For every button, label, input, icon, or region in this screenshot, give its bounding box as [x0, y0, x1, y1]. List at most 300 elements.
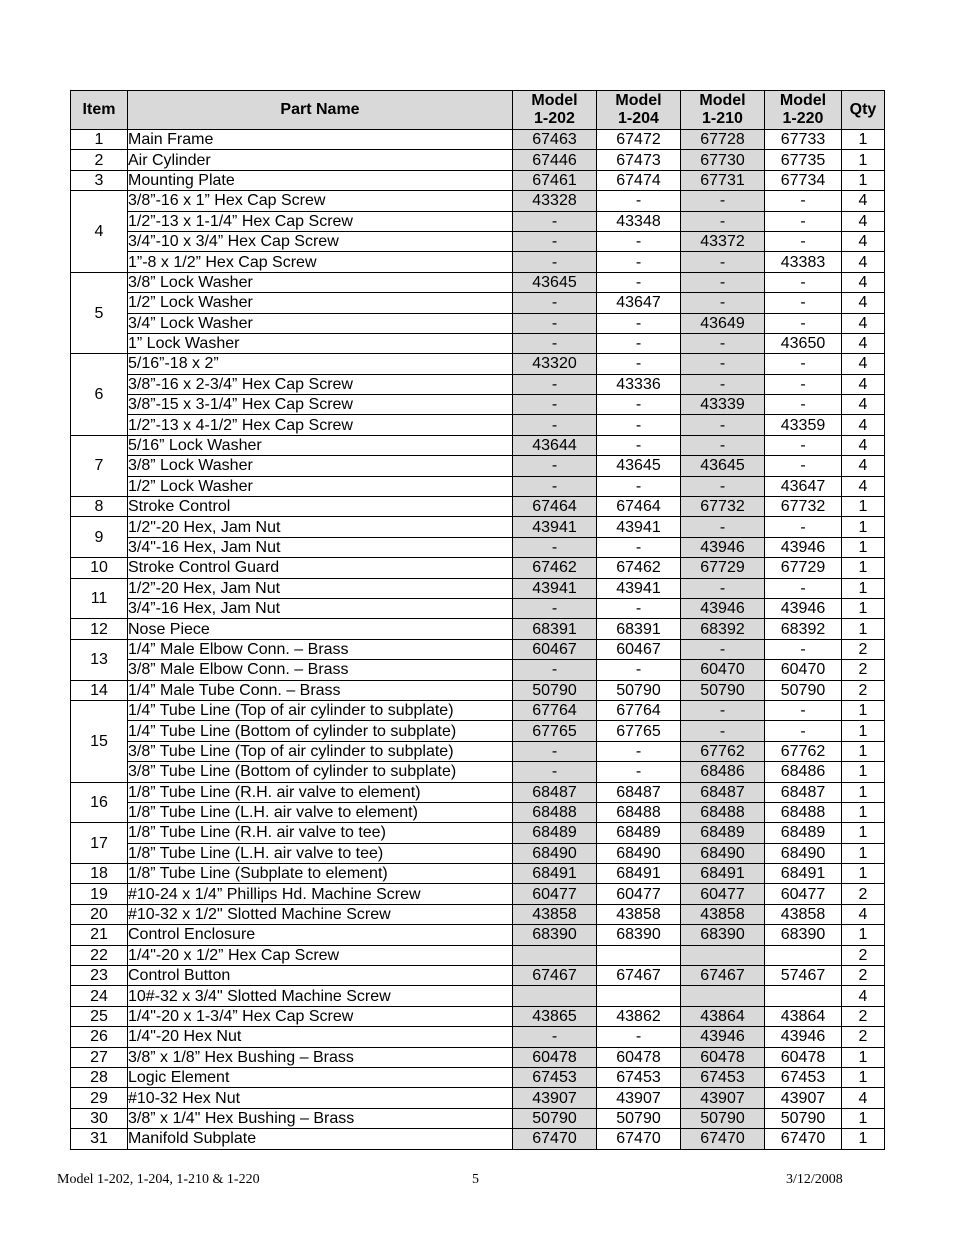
header-part-name: Part Name	[128, 91, 513, 130]
part-number-model-4: 43946	[765, 1027, 842, 1047]
part-number-model-4: 50790	[765, 1108, 842, 1128]
part-number-model-1	[513, 986, 597, 1006]
quantity: 1	[842, 925, 885, 945]
item-number: 13	[71, 639, 128, 680]
part-name: 1/4” Tube Line (Bottom of cylinder to subplate)	[128, 721, 513, 741]
part-number-model-2: 68390	[597, 925, 681, 945]
table-row	[71, 293, 885, 313]
part-name: 3/4"-16 Hex, Jam Nut	[128, 537, 513, 557]
table-row	[71, 252, 885, 272]
table-row	[71, 130, 885, 150]
part-name: 3/8” x 1/8” Hex Bushing – Brass	[128, 1047, 513, 1067]
item-number: 23	[71, 966, 128, 986]
part-name: 1/4"-20 x 1/2” Hex Cap Screw	[128, 945, 513, 965]
part-number-model-1: 68390	[513, 925, 597, 945]
item-number: 31	[71, 1129, 128, 1149]
quantity: 1	[842, 537, 885, 557]
table-row	[71, 1108, 885, 1128]
header-item: Item	[71, 91, 128, 130]
quantity: 4	[842, 354, 885, 374]
part-number-model-2: 67462	[597, 558, 681, 578]
part-number-model-4: 50790	[765, 680, 842, 700]
part-number-model-2: 67464	[597, 497, 681, 517]
part-name: 3/8” Lock Washer	[128, 272, 513, 292]
part-number-model-1: -	[513, 313, 597, 333]
part-number-model-2: -	[597, 598, 681, 618]
item-number: 19	[71, 884, 128, 904]
part-name: 1/4” Tube Line (Top of air cylinder to subplate)	[128, 700, 513, 720]
part-name: Main Frame	[128, 130, 513, 150]
part-number-model-4: 43864	[765, 1006, 842, 1026]
table-row	[71, 762, 885, 782]
part-number-model-1: -	[513, 374, 597, 394]
part-number-model-4: -	[765, 721, 842, 741]
quantity: 2	[842, 680, 885, 700]
part-number-model-2: -	[597, 537, 681, 557]
part-number-model-4: -	[765, 517, 842, 537]
quantity: 4	[842, 191, 885, 211]
table-row	[71, 619, 885, 639]
part-number-model-1: 43328	[513, 191, 597, 211]
part-number-model-3: 67731	[681, 170, 765, 190]
part-number-model-3: -	[681, 639, 765, 659]
quantity: 1	[842, 1108, 885, 1128]
part-number-model-2: 68490	[597, 843, 681, 863]
part-number-model-4: -	[765, 374, 842, 394]
part-number-model-3: 60470	[681, 660, 765, 680]
part-number-model-3: 67730	[681, 150, 765, 170]
item-number: 16	[71, 782, 128, 823]
part-number-model-3	[681, 986, 765, 1006]
part-number-model-3: 43864	[681, 1006, 765, 1026]
quantity: 4	[842, 374, 885, 394]
part-number-model-3: 67729	[681, 558, 765, 578]
part-name: Manifold Subplate	[128, 1129, 513, 1149]
part-number-model-4: 43858	[765, 904, 842, 924]
part-number-model-2: -	[597, 1027, 681, 1047]
part-number-model-4: 68487	[765, 782, 842, 802]
part-number-model-4: 67729	[765, 558, 842, 578]
part-number-model-4: -	[765, 293, 842, 313]
part-number-model-1: 68491	[513, 864, 597, 884]
part-name: 1/2” Lock Washer	[128, 476, 513, 496]
item-number: 11	[71, 578, 128, 619]
quantity: 2	[842, 639, 885, 659]
quantity: 2	[842, 660, 885, 680]
part-number-model-2: 67453	[597, 1067, 681, 1087]
part-number-model-3: -	[681, 415, 765, 435]
part-number-model-3: -	[681, 721, 765, 741]
table-row	[71, 150, 885, 170]
part-name: 1/2"-20 Hex, Jam Nut	[128, 517, 513, 537]
part-number-model-1: 60478	[513, 1047, 597, 1067]
part-number-model-4: -	[765, 211, 842, 231]
part-number-model-3: 43372	[681, 231, 765, 251]
part-number-model-4: 67735	[765, 150, 842, 170]
part-number-model-3: -	[681, 476, 765, 496]
part-name: 3/8” x 1/4" Hex Bushing – Brass	[128, 1108, 513, 1128]
item-number: 14	[71, 680, 128, 700]
part-number-model-1: -	[513, 537, 597, 557]
part-number-model-4: 67734	[765, 170, 842, 190]
part-number-model-4: 68488	[765, 802, 842, 822]
item-number: 6	[71, 354, 128, 436]
part-number-model-4: 43907	[765, 1088, 842, 1108]
part-name: 1/4"-20 Hex Nut	[128, 1027, 513, 1047]
part-number-model-3: 67762	[681, 741, 765, 761]
part-name: 1” Lock Washer	[128, 333, 513, 353]
table-row	[71, 558, 885, 578]
part-number-model-4: -	[765, 191, 842, 211]
part-name: 3/8” Lock Washer	[128, 456, 513, 476]
quantity: 4	[842, 986, 885, 1006]
part-name: 3/8”-16 x 2-3/4” Hex Cap Screw	[128, 374, 513, 394]
part-number-model-1: -	[513, 741, 597, 761]
part-number-model-1: 43941	[513, 517, 597, 537]
part-name: Mounting Plate	[128, 170, 513, 190]
part-name: 1/8” Tube Line (Subplate to element)	[128, 864, 513, 884]
quantity: 1	[842, 700, 885, 720]
part-number-model-1: -	[513, 333, 597, 353]
part-number-model-3: 43946	[681, 598, 765, 618]
part-number-model-3: 68490	[681, 843, 765, 863]
table-row	[71, 517, 885, 537]
part-number-model-2: 43348	[597, 211, 681, 231]
part-number-model-4	[765, 945, 842, 965]
part-number-model-3: 43649	[681, 313, 765, 333]
part-number-model-3: 68488	[681, 802, 765, 822]
part-name: 1/4"-20 x 1-3/4” Hex Cap Screw	[128, 1006, 513, 1026]
quantity: 4	[842, 395, 885, 415]
part-number-model-3: 43858	[681, 904, 765, 924]
part-number-model-1: 67462	[513, 558, 597, 578]
part-number-model-2: 67467	[597, 966, 681, 986]
part-number-model-2: 67473	[597, 150, 681, 170]
part-number-model-3	[681, 945, 765, 965]
header-model-4: Model 1-220	[765, 91, 842, 130]
part-name: 5/16” Lock Washer	[128, 435, 513, 455]
table-row	[71, 231, 885, 251]
part-number-model-4: 68491	[765, 864, 842, 884]
part-name: Stroke Control	[128, 497, 513, 517]
table-row	[71, 904, 885, 924]
table-row	[71, 191, 885, 211]
part-name: #10-32 Hex Nut	[128, 1088, 513, 1108]
part-name: Stroke Control Guard	[128, 558, 513, 578]
table-row	[71, 1088, 885, 1108]
part-name: 1/2”-20 Hex, Jam Nut	[128, 578, 513, 598]
part-name: 3/4”-16 Hex, Jam Nut	[128, 598, 513, 618]
parts-list-sheet	[70, 90, 885, 1150]
part-number-model-3: 60477	[681, 884, 765, 904]
quantity: 4	[842, 476, 885, 496]
part-number-model-2: -	[597, 415, 681, 435]
part-number-model-1: -	[513, 456, 597, 476]
part-number-model-4: -	[765, 456, 842, 476]
part-number-model-3: -	[681, 354, 765, 374]
table-row	[71, 537, 885, 557]
part-number-model-1: -	[513, 598, 597, 618]
part-number-model-3: -	[681, 293, 765, 313]
part-number-model-3: -	[681, 700, 765, 720]
part-name: 3/8” Tube Line (Top of air cylinder to subplate)	[128, 741, 513, 761]
item-number: 1	[71, 130, 128, 150]
part-number-model-1: -	[513, 231, 597, 251]
quantity: 1	[842, 170, 885, 190]
part-number-model-3: -	[681, 435, 765, 455]
part-number-model-2: 43941	[597, 517, 681, 537]
part-number-model-2: 67764	[597, 700, 681, 720]
part-name: Logic Element	[128, 1067, 513, 1087]
header-qty: Qty	[842, 91, 885, 130]
part-number-model-1: 67463	[513, 130, 597, 150]
table-row	[71, 1129, 885, 1149]
part-number-model-2: -	[597, 191, 681, 211]
part-name: 1/2”-13 x 4-1/2” Hex Cap Screw	[128, 415, 513, 435]
part-number-model-3: -	[681, 191, 765, 211]
table-row	[71, 395, 885, 415]
part-number-model-3: 68487	[681, 782, 765, 802]
part-number-model-4: 68486	[765, 762, 842, 782]
part-number-model-3: -	[681, 578, 765, 598]
part-number-model-1: 67765	[513, 721, 597, 741]
table-row	[71, 680, 885, 700]
part-number-model-4: 60470	[765, 660, 842, 680]
part-number-model-1: 68487	[513, 782, 597, 802]
header-model-3: Model 1-210	[681, 91, 765, 130]
part-name: 1/8” Tube Line (L.H. air valve to element)	[128, 802, 513, 822]
part-number-model-3: 67732	[681, 497, 765, 517]
quantity: 1	[842, 823, 885, 843]
part-number-model-2: 60477	[597, 884, 681, 904]
part-number-model-3: 67728	[681, 130, 765, 150]
quantity: 4	[842, 272, 885, 292]
part-number-model-1: 43907	[513, 1088, 597, 1108]
part-number-model-3: 67467	[681, 966, 765, 986]
quantity: 1	[842, 598, 885, 618]
part-number-model-2: 43862	[597, 1006, 681, 1026]
table-row	[71, 435, 885, 455]
part-name: 3/8” Male Elbow Conn. – Brass	[128, 660, 513, 680]
part-name: #10-24 x 1/4” Phillips Hd. Machine Screw	[128, 884, 513, 904]
part-name: 1/4” Male Tube Conn. – Brass	[128, 680, 513, 700]
part-number-model-1: 67470	[513, 1129, 597, 1149]
quantity: 1	[842, 1067, 885, 1087]
quantity: 4	[842, 456, 885, 476]
part-number-model-1: -	[513, 415, 597, 435]
part-number-model-1: -	[513, 476, 597, 496]
item-number: 29	[71, 1088, 128, 1108]
quantity: 1	[842, 864, 885, 884]
quantity: 4	[842, 435, 885, 455]
part-number-model-1: 67453	[513, 1067, 597, 1087]
item-number: 5	[71, 272, 128, 354]
quantity: 1	[842, 1047, 885, 1067]
part-number-model-4: 67733	[765, 130, 842, 150]
item-number: 20	[71, 904, 128, 924]
table-row	[71, 782, 885, 802]
part-number-model-1: 43865	[513, 1006, 597, 1026]
part-number-model-4: -	[765, 231, 842, 251]
part-name: 1/4” Male Elbow Conn. – Brass	[128, 639, 513, 659]
footer-page-number: 5	[472, 1172, 479, 1187]
part-number-model-1: 68488	[513, 802, 597, 822]
footer-model-list: Model 1-202, 1-204, 1-210 & 1-220	[57, 1172, 260, 1187]
part-number-model-2: 67472	[597, 130, 681, 150]
part-number-model-4	[765, 986, 842, 1006]
quantity: 1	[842, 150, 885, 170]
part-number-model-4: 60478	[765, 1047, 842, 1067]
part-name: 1/8” Tube Line (R.H. air valve to tee)	[128, 823, 513, 843]
part-number-model-1: 60477	[513, 884, 597, 904]
part-number-model-4: 43946	[765, 537, 842, 557]
part-number-model-2: -	[597, 741, 681, 761]
table-row	[71, 986, 885, 1006]
part-number-model-4: -	[765, 578, 842, 598]
part-number-model-2: 68487	[597, 782, 681, 802]
item-number: 12	[71, 619, 128, 639]
table-header-row	[71, 91, 885, 130]
part-number-model-2: -	[597, 313, 681, 333]
part-number-model-1: -	[513, 252, 597, 272]
part-number-model-3: 50790	[681, 1108, 765, 1128]
part-number-model-3: 43946	[681, 1027, 765, 1047]
part-number-model-1: -	[513, 395, 597, 415]
quantity: 1	[842, 762, 885, 782]
quantity: 1	[842, 1129, 885, 1149]
part-number-model-4: 43650	[765, 333, 842, 353]
part-name: #10-32 x 1/2" Slotted Machine Screw	[128, 904, 513, 924]
quantity: 1	[842, 578, 885, 598]
quantity: 1	[842, 517, 885, 537]
quantity: 1	[842, 130, 885, 150]
part-number-model-2: -	[597, 660, 681, 680]
table-row	[71, 272, 885, 292]
part-number-model-1	[513, 945, 597, 965]
quantity: 2	[842, 1027, 885, 1047]
part-number-model-2: 60478	[597, 1047, 681, 1067]
part-number-model-1: 67446	[513, 150, 597, 170]
table-row	[71, 211, 885, 231]
part-number-model-2: 43645	[597, 456, 681, 476]
part-name: 1/8” Tube Line (L.H. air valve to tee)	[128, 843, 513, 863]
part-name: 1/2”-13 x 1-1/4” Hex Cap Screw	[128, 211, 513, 231]
table-row	[71, 741, 885, 761]
part-number-model-4: 68392	[765, 619, 842, 639]
item-number: 15	[71, 700, 128, 782]
table-row	[71, 721, 885, 741]
part-number-model-4: -	[765, 313, 842, 333]
quantity: 1	[842, 497, 885, 517]
item-number: 30	[71, 1108, 128, 1128]
table-row	[71, 802, 885, 822]
part-number-model-1: 68489	[513, 823, 597, 843]
part-number-model-4: 43383	[765, 252, 842, 272]
part-number-model-2: 50790	[597, 680, 681, 700]
part-number-model-1: -	[513, 1027, 597, 1047]
quantity: 1	[842, 741, 885, 761]
part-number-model-3: 68392	[681, 619, 765, 639]
part-number-model-2: 43647	[597, 293, 681, 313]
table-row	[71, 945, 885, 965]
part-number-model-4: 43359	[765, 415, 842, 435]
table-row	[71, 333, 885, 353]
part-name: 5/16”-18 x 2”	[128, 354, 513, 374]
quantity: 4	[842, 211, 885, 231]
part-number-model-2: -	[597, 395, 681, 415]
quantity: 4	[842, 313, 885, 333]
part-name: 10#-32 x 3/4" Slotted Machine Screw	[128, 986, 513, 1006]
quantity: 4	[842, 252, 885, 272]
part-number-model-3: 43339	[681, 395, 765, 415]
item-number: 3	[71, 170, 128, 190]
part-number-model-2: 68391	[597, 619, 681, 639]
part-name: Nose Piece	[128, 619, 513, 639]
table-row	[71, 823, 885, 843]
part-name: 3/4”-10 x 3/4” Hex Cap Screw	[128, 231, 513, 251]
item-number: 8	[71, 497, 128, 517]
part-number-model-3: -	[681, 517, 765, 537]
header-model-1: Model 1-202	[513, 91, 597, 130]
part-number-model-2: 67765	[597, 721, 681, 741]
item-number: 10	[71, 558, 128, 578]
part-number-model-2: -	[597, 762, 681, 782]
item-number: 9	[71, 517, 128, 558]
part-name: 3/4” Lock Washer	[128, 313, 513, 333]
part-number-model-1: 67467	[513, 966, 597, 986]
table-row	[71, 864, 885, 884]
part-name: 1/8” Tube Line (R.H. air valve to element)	[128, 782, 513, 802]
item-number: 26	[71, 1027, 128, 1047]
quantity: 4	[842, 333, 885, 353]
part-number-model-4: 60477	[765, 884, 842, 904]
part-number-model-2: -	[597, 435, 681, 455]
table-row	[71, 843, 885, 863]
item-number: 28	[71, 1067, 128, 1087]
quantity: 2	[842, 884, 885, 904]
part-number-model-3: 43907	[681, 1088, 765, 1108]
part-number-model-4: 43647	[765, 476, 842, 496]
part-number-model-2: 43907	[597, 1088, 681, 1108]
table-row	[71, 598, 885, 618]
part-name: 3/8”-15 x 3-1/4” Hex Cap Screw	[128, 395, 513, 415]
quantity: 4	[842, 231, 885, 251]
part-number-model-4: 67762	[765, 741, 842, 761]
part-number-model-1: 50790	[513, 1108, 597, 1128]
item-number: 4	[71, 191, 128, 273]
quantity: 1	[842, 619, 885, 639]
part-name: 3/8”-16 x 1” Hex Cap Screw	[128, 191, 513, 211]
part-number-model-4: 68489	[765, 823, 842, 843]
item-number: 21	[71, 925, 128, 945]
part-number-model-4: 68390	[765, 925, 842, 945]
item-number: 27	[71, 1047, 128, 1067]
part-number-model-4: 68490	[765, 843, 842, 863]
item-number: 17	[71, 823, 128, 864]
quantity: 1	[842, 782, 885, 802]
table-row	[71, 354, 885, 374]
part-number-model-2: 43858	[597, 904, 681, 924]
parts-table	[70, 90, 885, 1150]
part-number-model-2: 67474	[597, 170, 681, 190]
part-number-model-4: -	[765, 395, 842, 415]
part-number-model-1: 43645	[513, 272, 597, 292]
table-row	[71, 1067, 885, 1087]
part-number-model-2: 68491	[597, 864, 681, 884]
item-number: 25	[71, 1006, 128, 1026]
part-number-model-3: -	[681, 272, 765, 292]
quantity: 1	[842, 721, 885, 741]
